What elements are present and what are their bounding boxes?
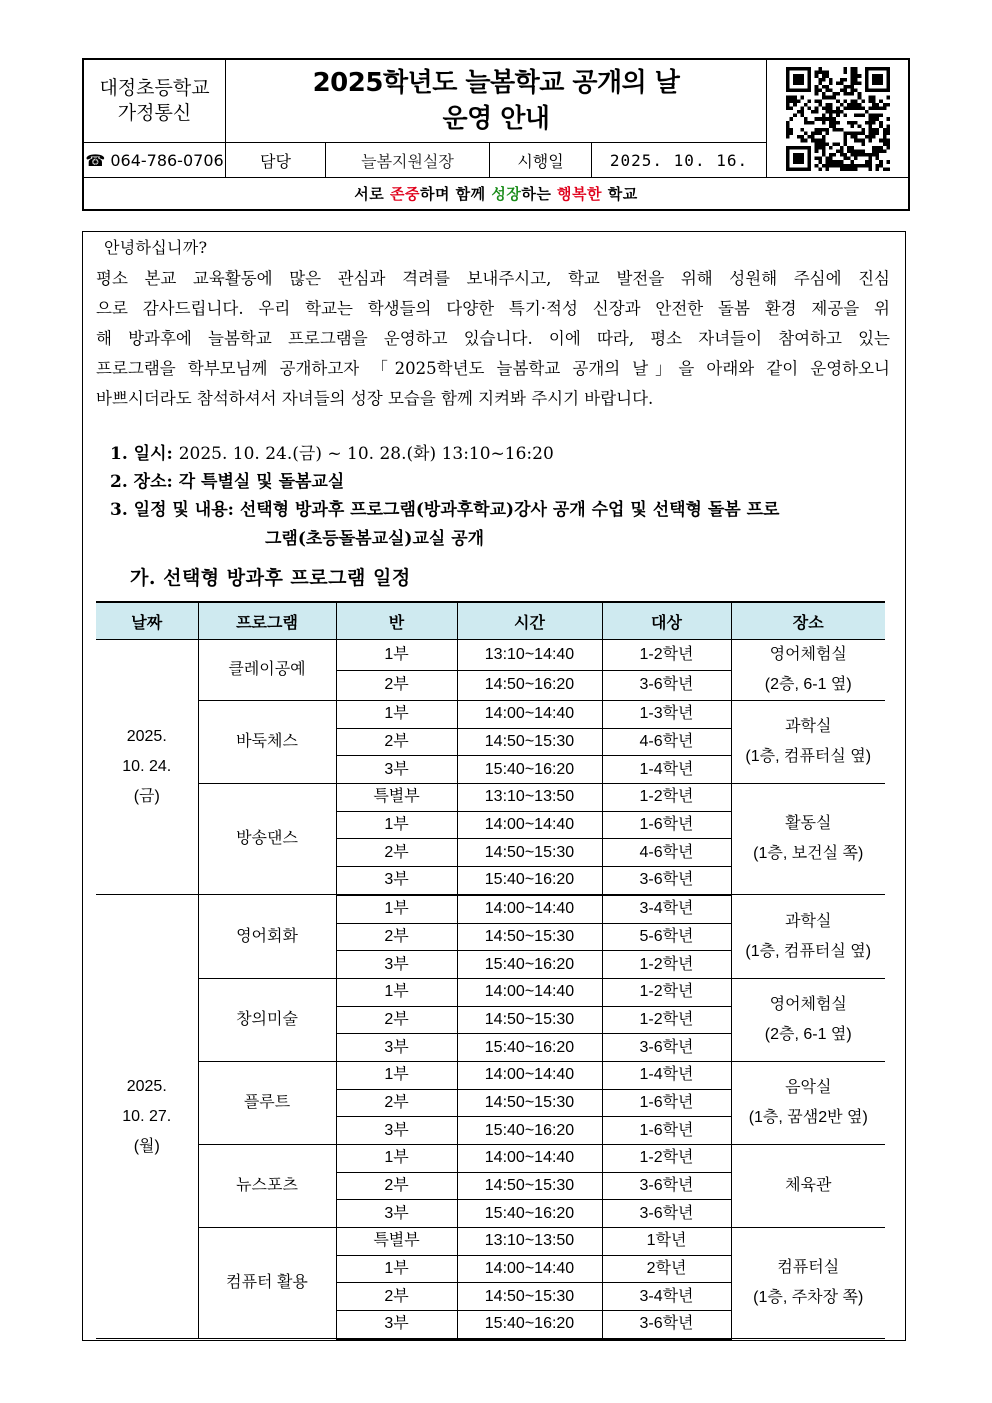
place-cell <box>731 895 885 979</box>
session-target: 3-6학년 <box>602 1200 731 1228</box>
session-class: 2부 <box>336 1089 457 1117</box>
info-item-schedule <box>110 495 779 520</box>
session-target: 1-4학년 <box>602 1061 731 1089</box>
place-line: 과학실 <box>785 718 832 736</box>
info-item-datetime <box>110 439 554 464</box>
place-line: 체육관 <box>785 1177 832 1195</box>
body-line: 평소 본교 교육활동에 많은 관심과 격려를 보내주시고, 학교 발전을 위해 성원해 주심에 진심 <box>96 269 890 288</box>
session-time: 14:00~14:40 <box>457 1255 602 1283</box>
newsletter-type: 가정통신 <box>117 102 192 124</box>
table-row <box>96 1228 885 1256</box>
motto-segment: 존중 <box>389 185 420 203</box>
session-class: 1부 <box>336 1061 457 1089</box>
body-line: 해 방과후에 늘봄학교 프로그램을 운영하고 있습니다. 이에 따라, 평소 자녀들이 참여하고 있는 <box>96 329 890 348</box>
issue-date: 2025. 10. 16. <box>592 142 766 177</box>
place-line: 과학실 <box>785 912 832 930</box>
program-name: 창의미술 <box>198 978 336 1061</box>
place-line: (1층, 꿈샘2반 옆) <box>748 1108 868 1126</box>
session-class: 1부 <box>336 1255 457 1283</box>
session-target: 1-2학년 <box>602 978 731 1006</box>
session-target: 4-6학년 <box>602 839 731 867</box>
motto-segment: 서로 <box>354 185 390 203</box>
session-target: 1-2학년 <box>602 1006 731 1034</box>
document-title <box>226 60 766 142</box>
motto-segment: 하는 <box>521 185 558 203</box>
qr-code-icon <box>786 67 890 171</box>
table-row <box>96 1145 885 1173</box>
title-line-2: 운영 안내 <box>442 104 550 134</box>
place-cell <box>731 640 885 701</box>
schedule-body <box>96 640 885 1339</box>
session-time: 14:00~14:40 <box>457 978 602 1006</box>
session-time: 14:00~14:40 <box>457 1145 602 1173</box>
program-name: 컴퓨터 활용 <box>198 1228 336 1339</box>
session-class: 1부 <box>336 701 457 729</box>
motto-segment: 행복한 <box>557 185 603 203</box>
session-class: 1부 <box>336 895 457 923</box>
place-cell <box>731 1145 885 1228</box>
session-time: 15:40~16:20 <box>457 1200 602 1228</box>
session-class: 3부 <box>336 951 457 979</box>
session-time: 14:50~15:30 <box>457 1006 602 1034</box>
place-cell <box>731 701 885 784</box>
info-label: 2. 장소: <box>110 472 173 492</box>
session-class: 3부 <box>336 1117 457 1145</box>
session-time: 14:50~16:20 <box>457 670 602 701</box>
session-target: 1-2학년 <box>602 951 731 979</box>
place-cell <box>731 978 885 1061</box>
date-line: (금) <box>133 788 160 806</box>
column-header: 날짜 <box>96 602 198 640</box>
info-label: 1. 일시: <box>110 444 173 464</box>
place-line: 영어체험실 <box>769 646 847 663</box>
motto-segment: 학교 <box>602 185 638 203</box>
session-class: 2부 <box>336 728 457 756</box>
program-name: 바둑체스 <box>198 701 336 784</box>
session-target: 1-6학년 <box>602 1117 731 1145</box>
place-line: (1층, 컴퓨터실 옆) <box>745 748 872 766</box>
place-line: 음악실 <box>785 1078 832 1096</box>
session-class: 1부 <box>336 978 457 1006</box>
motto-segment: 하며 함께 <box>419 185 492 203</box>
session-target: 3-4학년 <box>602 895 731 923</box>
date-cell <box>96 895 198 1339</box>
session-time: 15:40~16:20 <box>457 1034 602 1062</box>
place-line: 활동실 <box>785 815 832 833</box>
place-line: (1층, 주차장 쪽) <box>753 1289 864 1307</box>
session-time: 15:40~16:20 <box>457 1117 602 1145</box>
date-line: (월) <box>133 1137 160 1155</box>
session-time: 14:00~14:40 <box>457 701 602 729</box>
program-name: 영어회화 <box>198 895 336 979</box>
table-row <box>96 784 885 812</box>
session-target: 3-6학년 <box>602 867 731 895</box>
table-row <box>96 701 885 729</box>
program-name: 클레이공예 <box>198 640 336 701</box>
place-line: 컴퓨터실 <box>777 1259 840 1277</box>
session-time: 15:40~16:20 <box>457 867 602 895</box>
session-target: 1-2학년 <box>602 784 731 812</box>
qr-code[interactable] <box>766 60 908 177</box>
session-target: 2학년 <box>602 1255 731 1283</box>
session-class: 3부 <box>336 867 457 895</box>
schedule-table <box>96 601 885 1340</box>
session-time: 14:00~14:40 <box>457 1061 602 1089</box>
session-class: 1부 <box>336 640 457 671</box>
date-line: 2025. <box>126 728 167 746</box>
table-row <box>96 895 885 923</box>
session-time: 14:50~15:30 <box>457 1089 602 1117</box>
info-label: 3. 일정 및 내용: <box>110 500 234 520</box>
session-time: 15:40~16:20 <box>457 756 602 784</box>
phone-number: ☎ 064-786-0706 <box>84 142 226 177</box>
place-line: (2층, 6-1 옆) <box>764 1025 852 1043</box>
session-target: 1-6학년 <box>602 811 731 839</box>
date-cell <box>96 640 198 895</box>
place-cell <box>731 1061 885 1144</box>
session-class: 2부 <box>336 1172 457 1200</box>
session-time: 13:10~14:40 <box>457 640 602 671</box>
place-line: (1층, 컴퓨터실 옆) <box>745 942 872 960</box>
session-class: 1부 <box>336 1145 457 1173</box>
session-class: 특별부 <box>336 784 457 812</box>
session-class: 3부 <box>336 1034 457 1062</box>
info-value: 선택형 방과후 프로그램(방과후학교)강사 공개 수업 및 선택형 돌봄 프로 <box>239 500 780 520</box>
column-header: 반 <box>336 602 457 640</box>
info-item-place <box>110 467 344 492</box>
session-class: 특별부 <box>336 1228 457 1256</box>
table-row <box>96 1061 885 1089</box>
body-line: 으로 감사드립니다. 우리 학교는 학생들의 다양한 특기·적성 신장과 안전한 돌봄 환경 제공을 위 <box>96 299 890 318</box>
session-time: 14:50~15:30 <box>457 923 602 951</box>
motto-segment: 성장 <box>491 185 522 203</box>
date-line: 10. 24. <box>122 758 172 776</box>
session-class: 2부 <box>336 1283 457 1311</box>
session-target: 4-6학년 <box>602 728 731 756</box>
session-target: 1-6학년 <box>602 1089 731 1117</box>
session-class: 2부 <box>336 839 457 867</box>
session-class: 3부 <box>336 756 457 784</box>
table-row <box>96 978 885 1006</box>
body-line: 프로그램을 학부모님께 공개하고자 「2025학년도 늘봄학교 공개의 날」을 아래와 같이 운영하오니 <box>96 359 890 378</box>
school-name-line: 대정초등학교 <box>99 77 210 99</box>
session-target: 3-6학년 <box>602 1034 731 1062</box>
session-class: 2부 <box>336 670 457 701</box>
table-row <box>96 640 885 671</box>
session-target: 1-2학년 <box>602 1145 731 1173</box>
session-class: 1부 <box>336 811 457 839</box>
manager-value: 늘봄지원실장 <box>326 142 490 177</box>
manager-label: 담당 <box>226 142 326 177</box>
session-class: 3부 <box>336 1200 457 1228</box>
place-line: (2층, 6-1 옆) <box>764 676 852 693</box>
session-class: 2부 <box>336 1006 457 1034</box>
session-time: 14:50~15:30 <box>457 1283 602 1311</box>
session-class: 2부 <box>336 923 457 951</box>
table-header-row <box>96 602 885 640</box>
program-name: 플루트 <box>198 1061 336 1144</box>
session-target: 1-3학년 <box>602 701 731 729</box>
column-header: 대상 <box>602 602 731 640</box>
session-time: 14:50~15:30 <box>457 1172 602 1200</box>
title-line-1: 2025학년도 늘봄학교 공개의 날 <box>312 68 680 98</box>
place-line: 영어체험실 <box>769 995 847 1013</box>
session-time: 15:40~16:20 <box>457 951 602 979</box>
session-target: 3-4학년 <box>602 1283 731 1311</box>
date-line: 10. 27. <box>122 1107 172 1125</box>
section-title: 가. 선택형 방과후 프로그램 일정 <box>130 567 411 589</box>
column-header: 프로그램 <box>198 602 336 640</box>
session-target: 5-6학년 <box>602 923 731 951</box>
session-time: 13:10~13:50 <box>457 784 602 812</box>
school-name <box>84 60 226 142</box>
issue-date-label: 시행일 <box>490 142 592 177</box>
place-cell <box>731 784 885 895</box>
session-time: 14:00~14:40 <box>457 811 602 839</box>
session-time: 14:50~15:30 <box>457 839 602 867</box>
session-time: 14:50~15:30 <box>457 728 602 756</box>
session-target: 3-6학년 <box>602 1172 731 1200</box>
session-target: 1학년 <box>602 1228 731 1256</box>
session-target: 1-2학년 <box>602 640 731 671</box>
place-cell <box>731 1228 885 1339</box>
body-line: 바쁘시더라도 참석하셔서 자녀들의 성장 모습을 함께 지켜봐 주시기 바랍니다. <box>96 389 654 408</box>
session-class: 3부 <box>336 1311 457 1339</box>
info-value-continued: 그램(초등돌봄교실)교실 공개 <box>265 529 485 549</box>
info-value: 각 특별실 및 돌봄교실 <box>178 472 345 492</box>
session-target: 3-6학년 <box>602 1311 731 1339</box>
program-name: 방송댄스 <box>198 784 336 895</box>
letter-header <box>82 58 910 211</box>
greeting: 안녕하십니까? <box>104 238 208 257</box>
school-motto <box>84 177 908 209</box>
column-header: 시간 <box>457 602 602 640</box>
place-line: (1층, 보건실 쪽) <box>753 845 864 863</box>
session-time: 13:10~13:50 <box>457 1228 602 1256</box>
info-value: 2025. 10. 24.(금) ~ 10. 28.(화) 13:10~16:20 <box>178 444 554 464</box>
session-time: 15:40~16:20 <box>457 1311 602 1339</box>
session-target: 3-6학년 <box>602 670 731 701</box>
session-target: 1-4학년 <box>602 756 731 784</box>
column-header: 장소 <box>731 602 885 640</box>
program-name: 뉴스포츠 <box>198 1145 336 1228</box>
date-line: 2025. <box>126 1077 167 1095</box>
session-time: 14:00~14:40 <box>457 895 602 923</box>
